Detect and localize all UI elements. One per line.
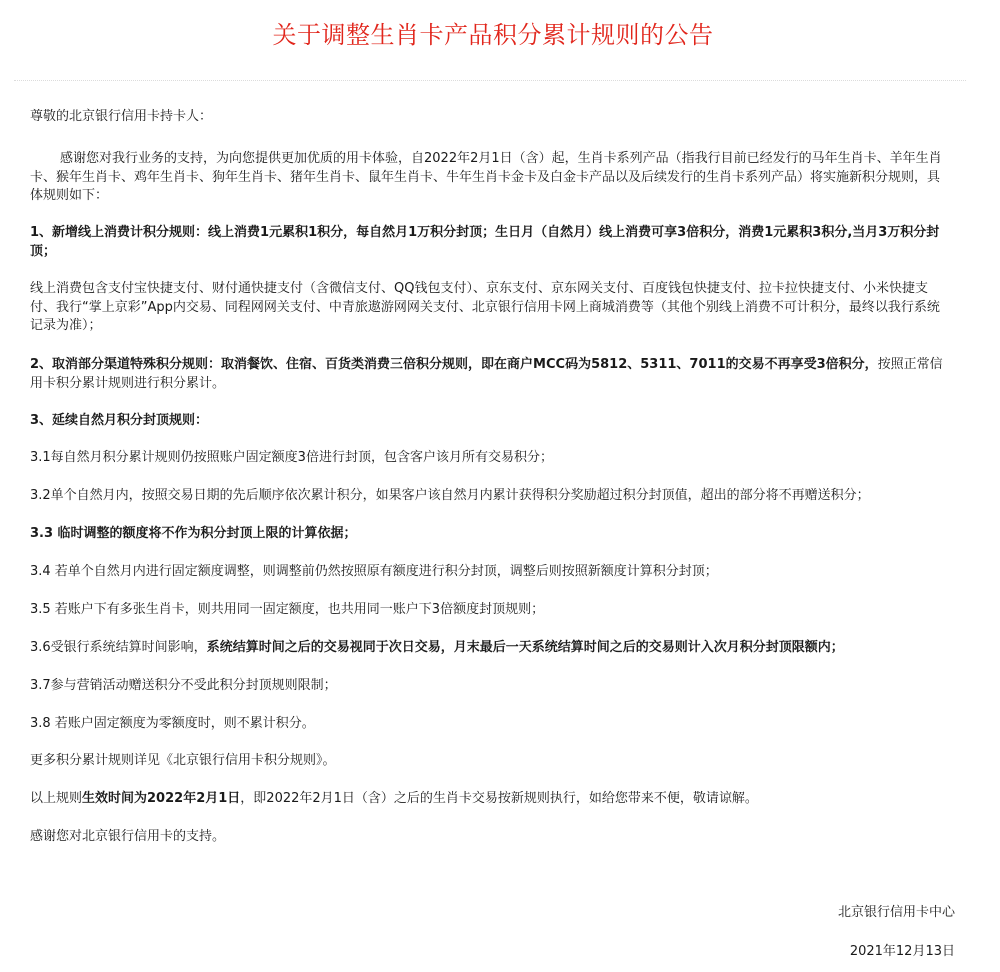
rule-3-3: 3.3 临时调整的额度将不作为积分封顶上限的计算依据； (30, 526, 357, 541)
effective-date-note (30, 790, 948, 809)
rule-3-2: 3.2单个自然月内，按照交易日期的先后顺序依次累计积分，如果客户该自然月内累计获得积分奖励超过积分封顶值，超出的部分将不再赠送积分； (30, 488, 870, 503)
greeting: 尊敬的北京银行信用卡持卡人： (30, 109, 213, 124)
rule-3: 3、延续自然月积分封顶规则： (30, 413, 209, 428)
rule-1-detail: 线上消费包含支付宝快捷支付、财付通快捷支付（含微信支付、QQ钱包支付）、京东支付、京东网关支付、百度钱包快捷支付、拉卡拉快捷支付、小米快捷支付、我行“掌上京彩”App内交易、同程网网关支付、中青旅遨游网网关支付、北京银行信用卡网上商城消费等（其他个别线上消费不可计积分，最终以我行系统记录为准）； (30, 281, 940, 333)
effective-b: 生效时间为2022年2月1日 (82, 791, 241, 806)
announcement-body (30, 108, 948, 844)
announcement-date: 2021年12月13日 (849, 944, 955, 959)
rule-1: 1、新增线上消费计积分规则：线上消费1元累积1积分，每自然月1万积分封顶；生日月（自然月）线上消费可享3倍积分，消费1元累积3积分,当月3万积分封顶； (30, 225, 940, 259)
page-title: 关于调整生肖卡产品积分累计规则的公告 (272, 21, 714, 49)
more-rules-note: 更多积分累计规则详见《北京银行信用卡积分规则》。 (30, 753, 336, 768)
effective-c: ，即2022年2月1日（含）之后的生肖卡交易按新规则执行，如给您带来不便，敬请谅解。 (240, 791, 758, 806)
signature: 北京银行信用卡中心 (837, 905, 955, 920)
effective-a: 以上规则 (30, 791, 83, 806)
rule-2-normal: 按照正常信用卡积分累计规则进行积分累计。 (30, 357, 943, 391)
rule-2 (30, 356, 948, 393)
rule-3-6-bold: 系统结算时间之后的交易视同于次日交易，月末最后一天系统结算时间之后的交易则计入次月积分封顶限额内； (206, 640, 844, 655)
rule-3-6-normal: 3.6受银行系统结算时间影响， (30, 640, 207, 655)
rule-3-1: 3.1每自然月积分累计规则仍按照账户固定额度3倍进行封顶，包含客户该月所有交易积分； (30, 450, 553, 465)
title-divider (14, 80, 966, 81)
rule-3-5: 3.5 若账户下有多张生肖卡，则共用同一固定额度，也共用同一账户下3倍额度封顶规则； (30, 602, 545, 617)
thanks-note: 感谢您对北京银行信用卡的支持。 (30, 829, 226, 844)
rule-3-4: 3.4 若单个自然月内进行固定额度调整，则调整前仍然按照原有额度进行积分封顶，调整后则按照新额度计算积分封顶； (30, 564, 718, 579)
rule-2-bold: 2、取消部分渠道特殊积分规则：取消餐饮、住宿、百货类消费三倍积分规则，即在商户MCC码为5812、5311、7011的交易不再享受3倍积分， (30, 357, 878, 372)
intro-paragraph: 感谢您对我行业务的支持，为向您提供更加优质的用卡体验，自2022年2月1日（含）起，生肖卡系列产品（指我行目前已经发行的马年生肖卡、羊年生肖卡、猴年生肖卡、鸡年生肖卡、狗年生肖卡、猪年生肖卡、鼠年生肖卡、牛年生肖卡金卡及白金卡产品以及后续发行的生肖卡系列产品）将实施新积分规则，具体规则如下： (30, 151, 942, 203)
rule-3-6 (30, 639, 948, 658)
rule-3-7: 3.7参与营销活动赠送积分不受此积分封顶规则限制； (30, 678, 337, 693)
rule-3-8: 3.8 若账户固定额度为零额度时，则不累计积分。 (30, 716, 315, 731)
